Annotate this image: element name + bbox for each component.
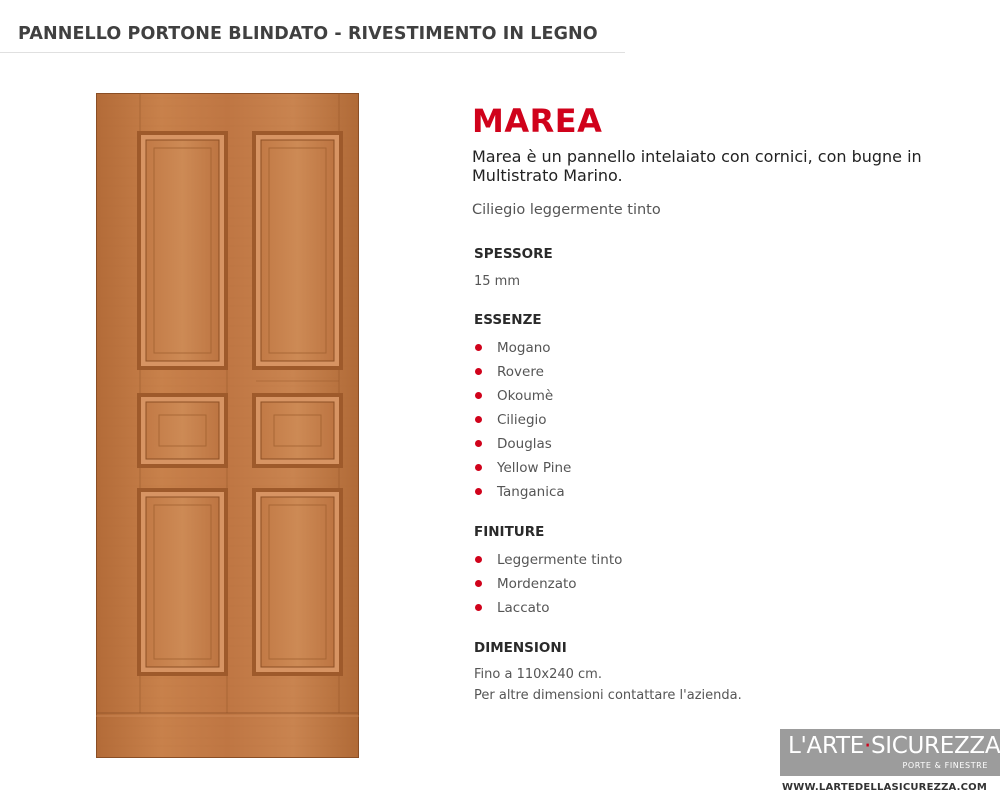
bullet-dot-icon: [475, 556, 482, 563]
bullet-dot-icon: [475, 580, 482, 587]
bullet-dot-icon: [475, 368, 482, 375]
dimensions-heading: DIMENSIONI: [474, 640, 567, 656]
list-item-label: Ciliegio: [497, 412, 547, 428]
thickness-value: 15 mm: [474, 274, 521, 289]
list-item: [472, 456, 571, 480]
list-item: [472, 360, 571, 384]
product-finish: Ciliegio leggermente tinto: [472, 202, 661, 218]
list-item-label: Tanganica: [497, 484, 565, 500]
bullet-dot-icon: [475, 392, 482, 399]
woods-list: [472, 336, 571, 504]
dimensions-line-1: Fino a 110x240 cm.: [474, 667, 602, 682]
list-item-label: Leggermente tinto: [497, 552, 623, 568]
list-item-label: Mordenzato: [497, 576, 577, 592]
logo-separator: ·: [863, 733, 871, 759]
list-item: [472, 432, 571, 456]
list-item-label: Okoumè: [497, 388, 554, 404]
page-header: [0, 0, 625, 53]
finishes-heading: FINITURE: [474, 524, 545, 540]
list-item-label: Mogano: [497, 340, 551, 356]
product-description: Marea è un pannello intelaiato con cornici, con bugne in Multistrato Marino.: [472, 147, 922, 185]
bullet-dot-icon: [475, 344, 482, 351]
finishes-list: [472, 548, 622, 620]
brand-logo: [780, 729, 1000, 776]
page-title: PANNELLO PORTONE BLINDATO - RIVESTIMENTO IN LEGNO: [18, 24, 598, 44]
woods-heading: ESSENZE: [474, 312, 542, 328]
bullet-dot-icon: [475, 416, 482, 423]
list-item-label: Douglas: [497, 436, 552, 452]
product-name: MAREA: [472, 102, 603, 140]
logo-text: [788, 733, 1000, 759]
dimensions-line-2: Per altre dimensioni contattare l'azienda.: [474, 688, 742, 703]
brand-url: WWW.LARTEDELLASICUREZZA.COM: [782, 782, 988, 793]
list-item: [472, 336, 571, 360]
door-panel-image: [96, 93, 359, 758]
list-item-label: Rovere: [497, 364, 544, 380]
list-item: [472, 480, 571, 504]
bullet-dot-icon: [475, 488, 482, 495]
list-item: [472, 572, 622, 596]
logo-part-2: SICUREZZA: [870, 733, 1000, 759]
list-item-label: Yellow Pine: [497, 460, 572, 476]
door-illustration: [96, 93, 359, 758]
bullet-dot-icon: [475, 440, 482, 447]
logo-part-1: L'ARTE: [788, 733, 864, 759]
bullet-dot-icon: [475, 604, 482, 611]
list-item: [472, 548, 622, 572]
list-item: [472, 384, 571, 408]
logo-tagline: PORTE & FINESTRE: [902, 761, 988, 770]
list-item: [472, 596, 622, 620]
list-item-label: Laccato: [497, 600, 550, 616]
list-item: [472, 408, 571, 432]
bullet-dot-icon: [475, 464, 482, 471]
thickness-heading: SPESSORE: [474, 246, 553, 262]
